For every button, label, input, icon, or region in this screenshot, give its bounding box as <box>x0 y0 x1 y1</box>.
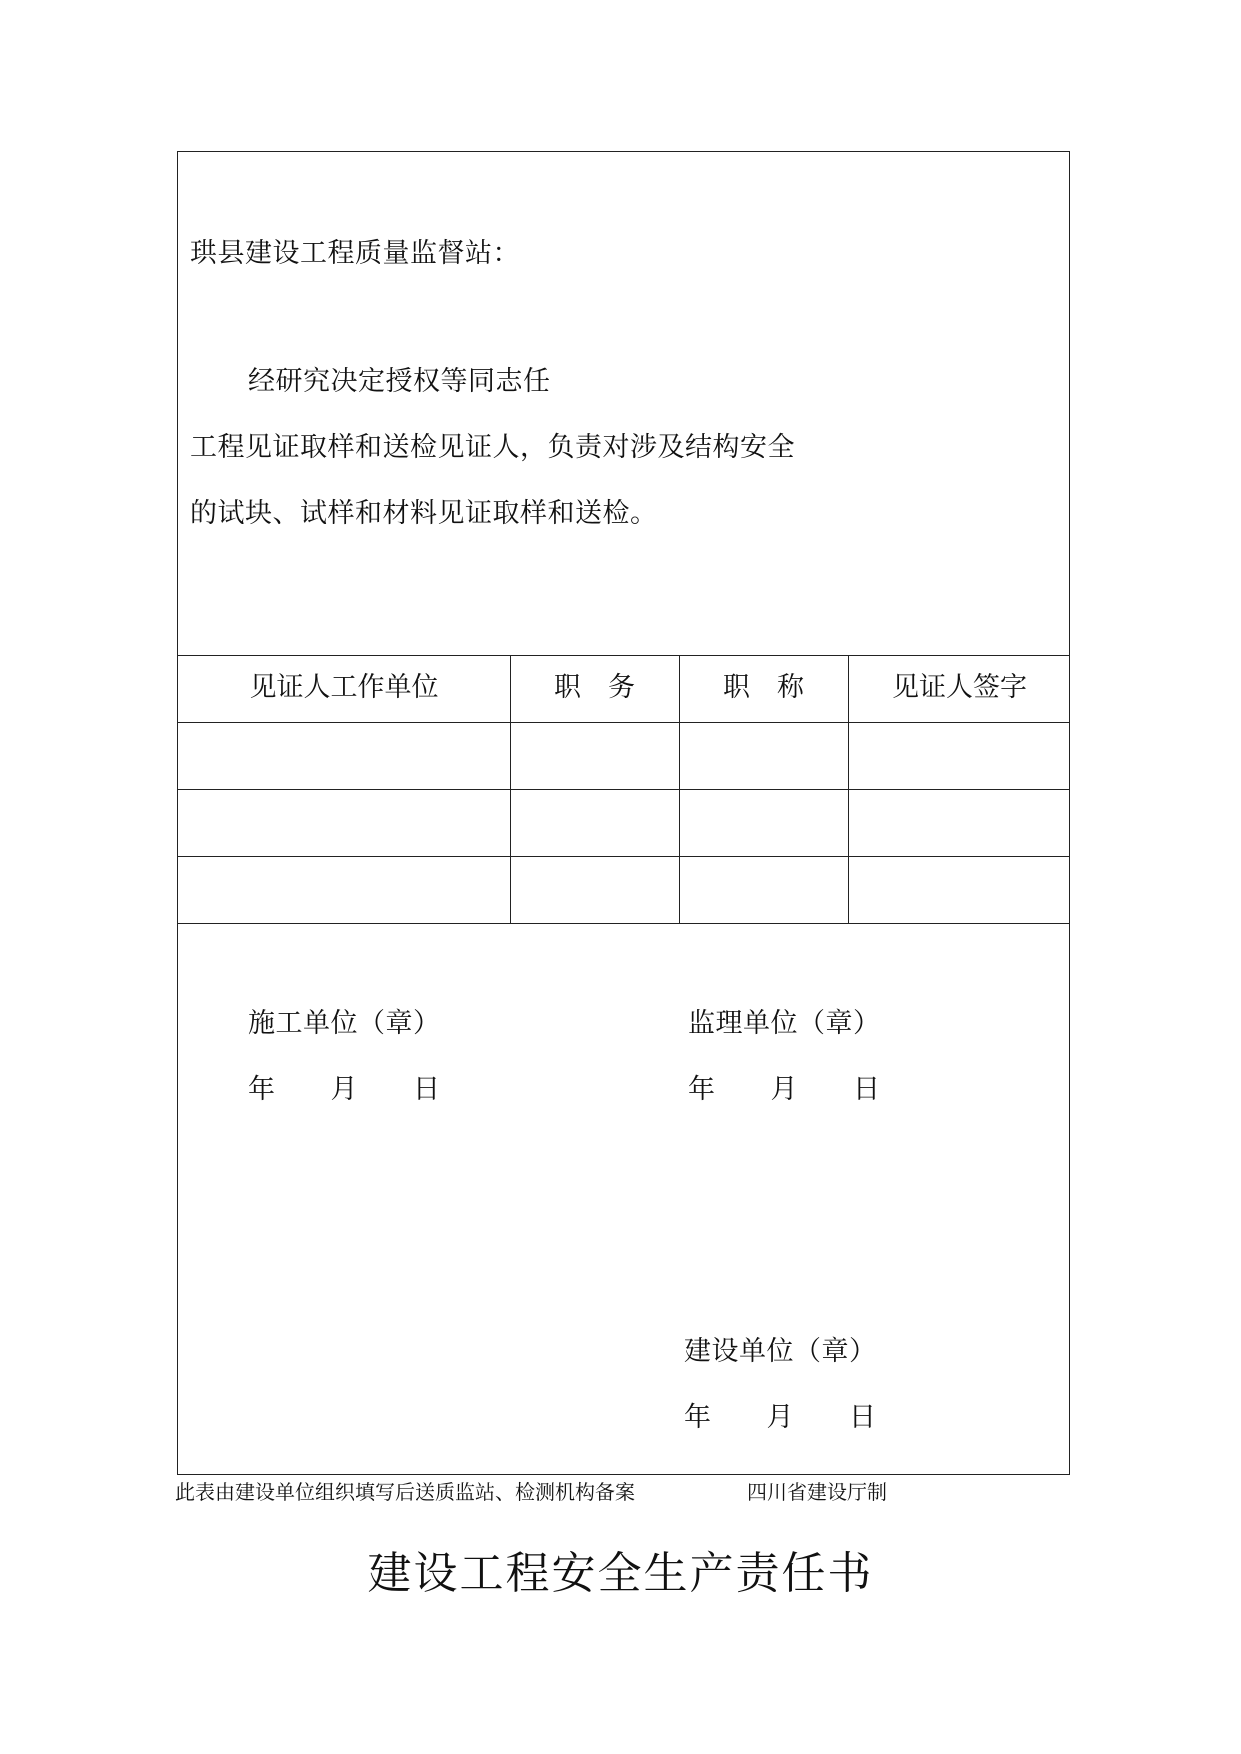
body-line-3: 的试块、试样和材料见证取样和送检。 <box>190 498 658 529</box>
header-title: 职 称 <box>723 672 804 703</box>
construction-unit-date: 年 月 日 <box>248 1074 441 1105</box>
supervision-unit-date: 年 月 日 <box>688 1074 881 1105</box>
body-line-2: 工程见证取样和送检见证人，负责对涉及结构安全 <box>190 432 795 463</box>
table-top-border <box>178 655 1069 656</box>
construction-unit-seal: 施工单位（章） <box>248 1008 441 1039</box>
addressee: 珙县建设工程质量监督站： <box>190 238 520 269</box>
table-row-divider <box>178 789 1069 790</box>
table-row-divider <box>178 856 1069 857</box>
header-position: 职 务 <box>554 672 635 703</box>
document-title: 建设工程安全生产责任书 <box>367 1548 874 1599</box>
owner-unit-seal: 建设单位（章） <box>684 1336 877 1367</box>
table-bottom-border <box>178 923 1069 924</box>
footer-note: 此表由建设单位组织填写后送质监站、检测机构备案 <box>175 1480 635 1504</box>
header-signature: 见证人签字 <box>892 672 1027 703</box>
footer-issuer: 四川省建设厅制 <box>747 1480 887 1504</box>
witness-authorization-form <box>177 151 1070 1475</box>
supervision-unit-seal: 监理单位（章） <box>688 1008 881 1039</box>
header-work-unit: 见证人工作单位 <box>249 672 439 703</box>
table-header-divider <box>178 722 1069 723</box>
body-line-1: 经研究决定授权等同志任 <box>248 366 551 397</box>
owner-unit-date: 年 月 日 <box>684 1402 877 1433</box>
